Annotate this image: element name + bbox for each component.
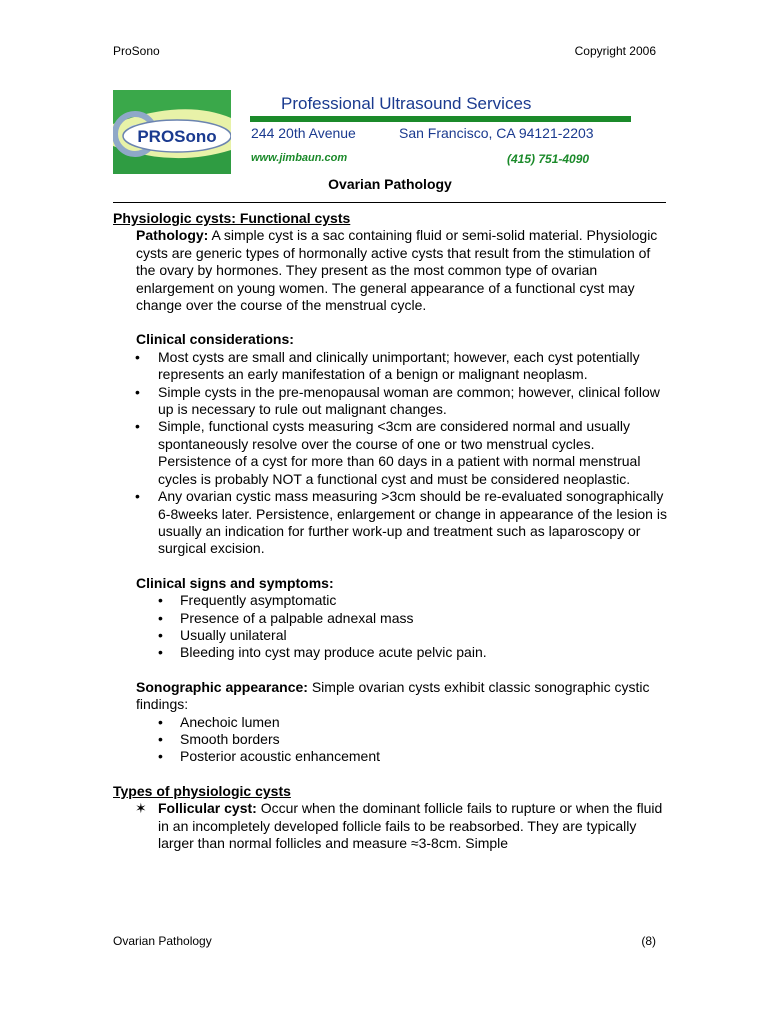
- list-item: • Smooth borders: [113, 731, 668, 748]
- section-heading-physiologic: Physiologic cysts: Functional cysts: [113, 210, 351, 226]
- list-item: • Bleeding into cyst may produce acute pelvic pain.: [113, 644, 668, 661]
- follicular-label: Follicular cyst:: [158, 800, 257, 817]
- list-item: • Anechoic lumen: [113, 714, 668, 731]
- star-icon: ✶: [135, 800, 147, 817]
- clinical-list: [113, 349, 668, 558]
- company-name: Professional Ultrasound Services: [281, 94, 532, 113]
- phone-number: (415) 751-4090: [507, 152, 590, 166]
- list-item: • Usually unilateral: [113, 627, 668, 644]
- list-item: • Posterior acoustic enhancement: [113, 748, 668, 765]
- website-link[interactable]: www.jimbaun.com: [251, 152, 348, 164]
- clinical-heading: Clinical considerations:: [136, 331, 294, 348]
- list-item: • Most cysts are small and clinically unimportant; however, each cyst potentially represents an early manifestation of a benign or malignant neoplasm.: [113, 349, 668, 384]
- list-item: • Presence of a palpable adnexal mass: [113, 610, 668, 627]
- list-item: • Frequently asymptomatic: [113, 592, 668, 609]
- header-left: ProSono: [113, 44, 160, 58]
- document-body: [113, 210, 668, 852]
- pathology-paragraph: [113, 227, 668, 314]
- sonographic-text: Simple ovarian cysts exhibit classic sonographic cystic findings:: [136, 678, 650, 713]
- footer-left: Ovarian Pathology: [113, 934, 212, 948]
- logo-text: PROSono: [137, 127, 217, 146]
- sonographic-paragraph: [113, 679, 668, 714]
- city-address: San Francisco, CA 94121-2203: [399, 125, 594, 141]
- page-footer: [113, 934, 656, 952]
- letterhead: [113, 88, 633, 176]
- list-item: • Any ovarian cystic mass measuring >3cm should be re-evaluated sonographically 6-8weeks later. Persistence, enlargement or change in appearance of the lesion is usually an indication for further work-up and treatment such as laparoscopy or surgical excision.: [113, 488, 668, 558]
- list-item: • Simple cysts in the pre-menopausal woman are common; however, clinical follow up is necessary to rule out malignant changes.: [113, 384, 668, 419]
- document-title: Ovarian Pathology: [328, 176, 452, 192]
- follicular-paragraph: [113, 800, 668, 852]
- pathology-text: A simple cyst is a sac containing fluid or semi-solid material. Physiologic cysts are generic types of hormonally active cysts that result from the stimulation of the ovary by hormones. They present as the most common type of ovarian enlargement on young women. The general appearance of a functional cyst may change over the course of the menstrual cycle.: [136, 227, 658, 314]
- page-number: (8): [641, 934, 656, 948]
- header-right: Copyright 2006: [574, 44, 656, 58]
- letterhead-divider: [250, 116, 631, 122]
- signs-list: [113, 592, 668, 662]
- prosono-logo: [113, 88, 231, 176]
- list-item: • Simple, functional cysts measuring <3cm are considered normal and usually spontaneously resolve over the course of one or two menstrual cycles. Persistence of a cyst for more than 60 days in a patient with normal menstrual cycles is probably NOT a functional cyst and must be considered neoplastic.: [113, 418, 668, 488]
- street-address: 244 20th Avenue: [251, 125, 356, 141]
- follicular-text: Occur when the dominant follicle fails to rupture or when the fluid in an incompletely developed follicle fails to be reabsorbed. They are typically larger than normal follicles and measure ≈3-8cm. Simple: [158, 800, 663, 851]
- signs-heading: Clinical signs and symptoms:: [136, 574, 334, 591]
- sonographic-label: Sonographic appearance:: [136, 678, 308, 695]
- pathology-label: Pathology:: [136, 227, 209, 244]
- page-header: [113, 44, 656, 62]
- section-heading-types: Types of physiologic cysts: [113, 782, 291, 799]
- title-divider: [113, 202, 666, 203]
- sonographic-list: [113, 714, 668, 766]
